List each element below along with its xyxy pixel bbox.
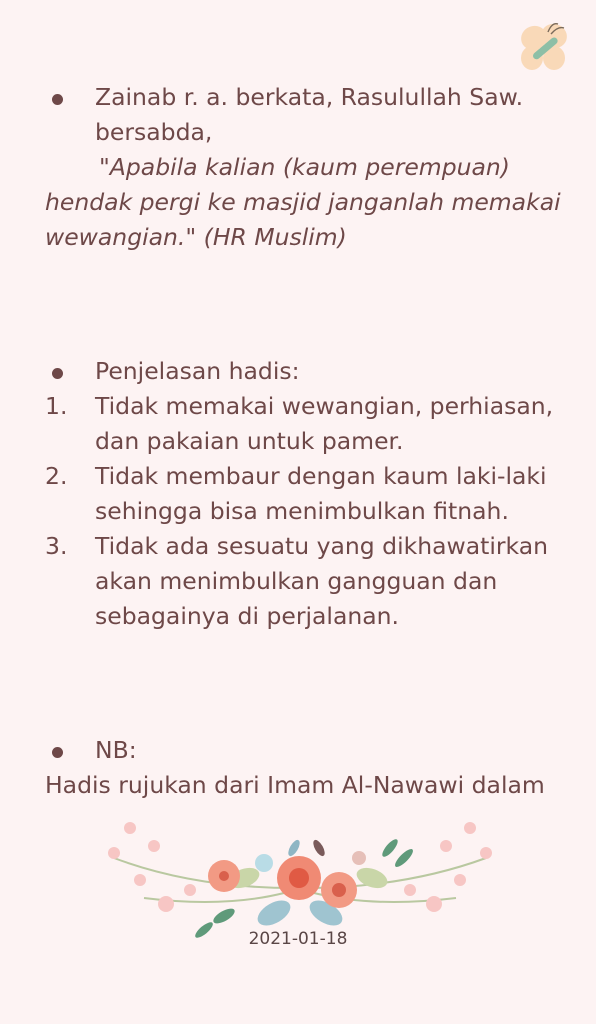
list-item: [0, 733, 596, 768]
numbered-item: [0, 459, 596, 529]
item-heading: Penjelasan hadis:: [95, 357, 300, 385]
item-number: 1.: [45, 392, 68, 420]
butterfly-icon: [518, 20, 570, 74]
item-number: 2.: [45, 462, 68, 490]
bullet-icon: [52, 747, 63, 758]
post-date: 2021-01-18: [248, 929, 348, 949]
hadith-content: [0, 80, 596, 799]
item-heading: NB:: [95, 736, 137, 764]
item-text: Tidak ada sesuatu yang dikhawatirkan: [95, 532, 549, 560]
list-item: [0, 80, 596, 150]
bullet-icon: [52, 94, 63, 105]
item-text: Hadis rujukan dari Imam Al-Nawawi dalam: [45, 771, 545, 799]
numbered-item: [0, 529, 596, 634]
quote-line: wewangian." (HR Muslim): [45, 223, 347, 251]
quote-line: hendak pergi ke masjid janganlah memakai: [45, 188, 561, 216]
item-text: sebagainya di perjalanan.: [95, 602, 400, 630]
item-text: dan pakaian untuk pamer.: [95, 427, 404, 455]
item-text: Tidak membaur dengan kaum laki-laki: [95, 462, 547, 490]
item-text: Zainab r. a. berkata, Rasulullah Saw.: [95, 83, 524, 111]
item-text: sehingga bisa menimbulkan fitnah.: [95, 497, 509, 525]
list-item: [0, 354, 596, 389]
item-text: bersabda,: [95, 118, 213, 146]
item-text: akan menimbulkan gangguan dan: [95, 567, 498, 595]
numbered-item: [0, 389, 596, 459]
quote-line: "Apabila kalian (kaum perempuan): [99, 153, 510, 181]
item-text: Tidak memakai wewangian, perhiasan,: [95, 392, 554, 420]
item-number: 3.: [45, 532, 68, 560]
bullet-icon: [52, 368, 63, 379]
hadith-quote: [0, 150, 596, 255]
